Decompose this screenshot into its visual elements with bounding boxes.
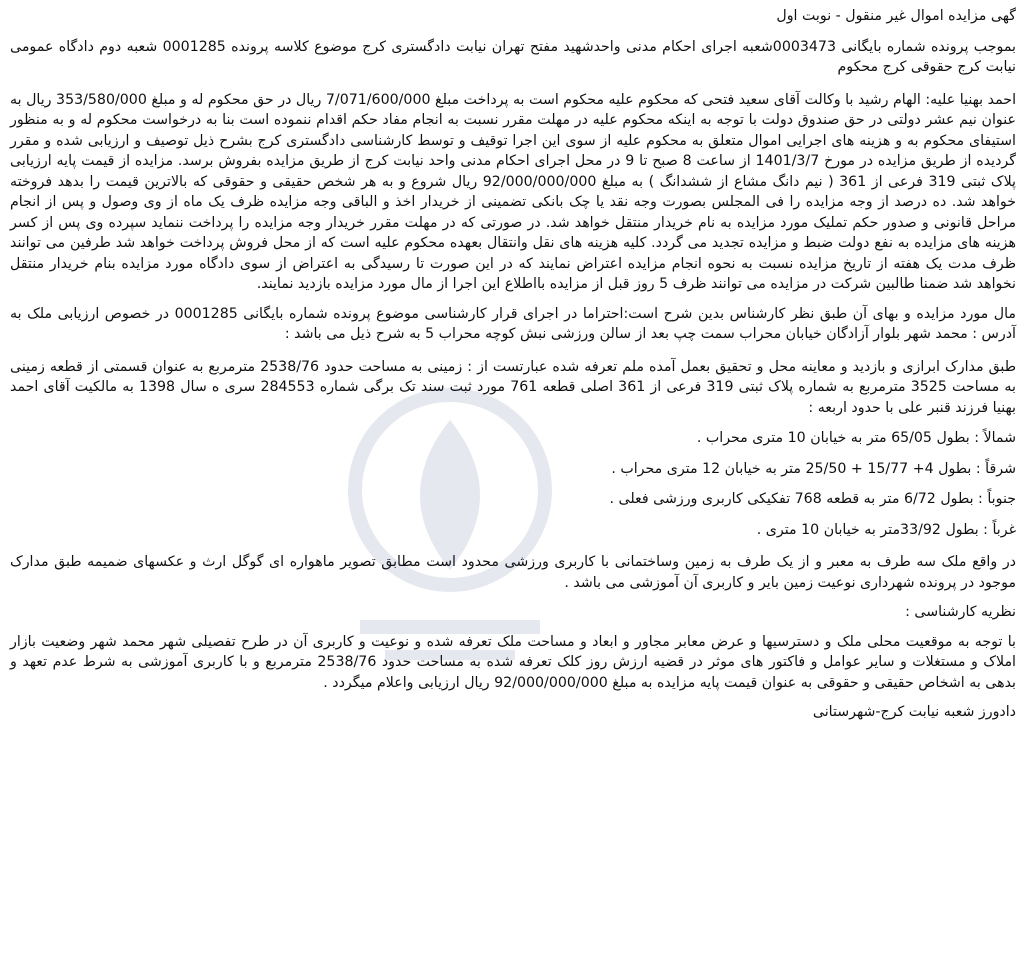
boundary-west: غرباً : بطول 33/92متر به خیابان 10 متری .	[756, 521, 1016, 538]
boundary-north: شمالاً : بطول 65/05 متر به خیابان 10 متری محراب .	[696, 430, 1016, 446]
notice-paragraph-3: طبق مدارک ابرازی و بازدید و معاینه محل و تحقیق بعمل آمده ملم تعرفه شده عبارتست از : زمینی به مساحت حدود 2538/76 مترمربع به عنوان قسمتی از قطعه زمینی به مساحت 3525 مترمربع به شماره پلاک ثبتی 319 فرعی از 361 اصلی قطعه 761 مورد ثبت سند تک برگی شماره 284553 سری ه سال 1398 به مالکیت آقای احمد بهنیا فرزند قنبر علی با حدود اربعه :	[10, 358, 1016, 416]
boundary-south: جنوباً : بطول 6/72 متر به قطعه 768 تفکیکی کاربری ورزشی فعلی .	[609, 491, 1016, 507]
notice-paragraph-4: در واقع ملک سه طرف به معبر و از یک طرف به زمین وساختمانی با کاربری ورزشی محدود است مطابق تصویر ماهواره ای گوگل ارث و عکسهای ضمیمه طبق مدارک موجود در پرونده شهرداری نوعیت زمین بایر و کاربری آن آموزشی می باشد .	[10, 554, 1016, 591]
notice-signature: دادورز شعبه نیابت کرج-شهرستانی	[812, 704, 1016, 720]
notice-paragraph-2: مال مورد مزایده و بهای آن طبق نظر کارشناس بدین شرح است:احتراما در اجرای قرار کارشناسی موضوع پرونده شماره بایگانی 0001285 در خصوص ارزیابی ملک به آدرس : محمد شهر بلوار آزادگان خیابان محراب سمت چپ بعد از سالن ورزشی نبش کوچه محراب 5 به شرح ذیل می باشد :	[10, 305, 1016, 342]
notice-title: گهی مزایده اموال غیر منقول - نوبت اول	[776, 8, 1016, 24]
boundary-east: شرقاً : بطول 4+ 15/77 + 25/50 متر به خیابان 12 متری محراب .	[611, 460, 1016, 477]
expert-opinion-heading: نظریه کارشناسی :	[905, 604, 1016, 620]
notice-paragraph-5: با توجه به موقعیت محلی ملک و دسترسیها و عرض معابر مجاور و ابعاد و مساحت ملک تعرفه شده و نوعیت و کاربری آن در طرح تفصیلی شهر محمد شهر وضعیت بازار املاک و مستغلات و سایر عوامل و فاکتور های موثر در قضیه ارزش روز کلک تعرفه شده به مساحت حدود 2538/76 مترمربع و با کاربری آموزشی به شرط عدم تعهد و بدهی به اشخاص حقیقی و حقوقی به عنوان قیمت پایه مزایده به مبلغ 92/000/000/000 ریال ارزیابی واعلام میگردد .	[10, 633, 1016, 691]
notice-paragraph-1: احمد بهنیا علیه: الهام رشید با وکالت آقای سعید فتحی که محکوم علیه محکوم است به پرداخت مبلغ 7/071/600/000 ریال در حق محکوم له و مبلغ 353/580/000 ریال به عنوان نیم عشر دولتی در حق صندوق دولت با توجه به اینکه محکوم علیه در مهلت مقرر نسبت به انجام مفاد حکم اقدام ننموده است بنا به درخواست محکوم له و به منظور استیفای محکوم به و هزینه های اجرایی اموال متعلق به محکوم علیه از سوی این اجرا توقیف و توسط کارشناسی دادگستری کرج بشرح ذیل توصیف و ارزیابی شده و مقرر گردیده از طریق مزایده در مورخ 1401/3/7 از ساعت 8 صبح تا 9 در محل اجرای احکام مدنی واحد نیابت کرج از طریق مزایده بفروش برسد. مزایده از قیمت پایه ارزیابی پلاک ثبتی 319 فرعی از 361 ( نیم دانگ مشاع از ششدانگ ) به مبلغ 92/000/000/000 ریال شروع و به هر شخص حقیقی و حقوقی که بالاترین قیمت را بدهد فروخته خواهد شد. ده درصد از وجه مزایده را فی المجلس بصورت وجه نقد یا چک بانکی تضمینی از خریدار اخذ و الباقی وجه مزایده ظرف یک ماه از وی وصول و پس از انجام مراحل قانونی و صدور حکم تملیک مورد مزایده به نام خریدار منتقل خواهد شد. در صورتی که در مهلت مقرر خریدار وجه مزایده را پرداخت ننماید سپرده وی پس از کسر هزینه های مزایده به نفع دولت ضبط و مزایده تجدید می گردد. کلیه هزینه های نقل وانتقال بعهده محکوم علیه است که از محل فروش پرداخت خواهد شد طرفین می توانند ظرف مدت یک هفته از تاریخ مزایده نسبت به نحوه انجام مزایده اعتراض نمایند که در این صورت تا رسیدگی به اعتراض از سوی دادگاه مورد مزایده بنام خریدار منتقل نخواهد شد ضمنا طالبین شرکت در مزایده می توانند ظرف 5 روز قبل از مزایده بااطلاع این اجرا از مال مورد مزایده بازدید نمایند.	[10, 91, 1017, 292]
notice-intro: بموجب پرونده شماره بایگانی 0003473شعبه اجرای احکام مدنی واحدشهید مفتح تهران نیابت دادگستری کرج موضوع کلاسه پرونده 0001285 شعبه دوم دادگاه عمومی نیابت کرج حقوقی کرج محکوم	[10, 38, 1016, 75]
